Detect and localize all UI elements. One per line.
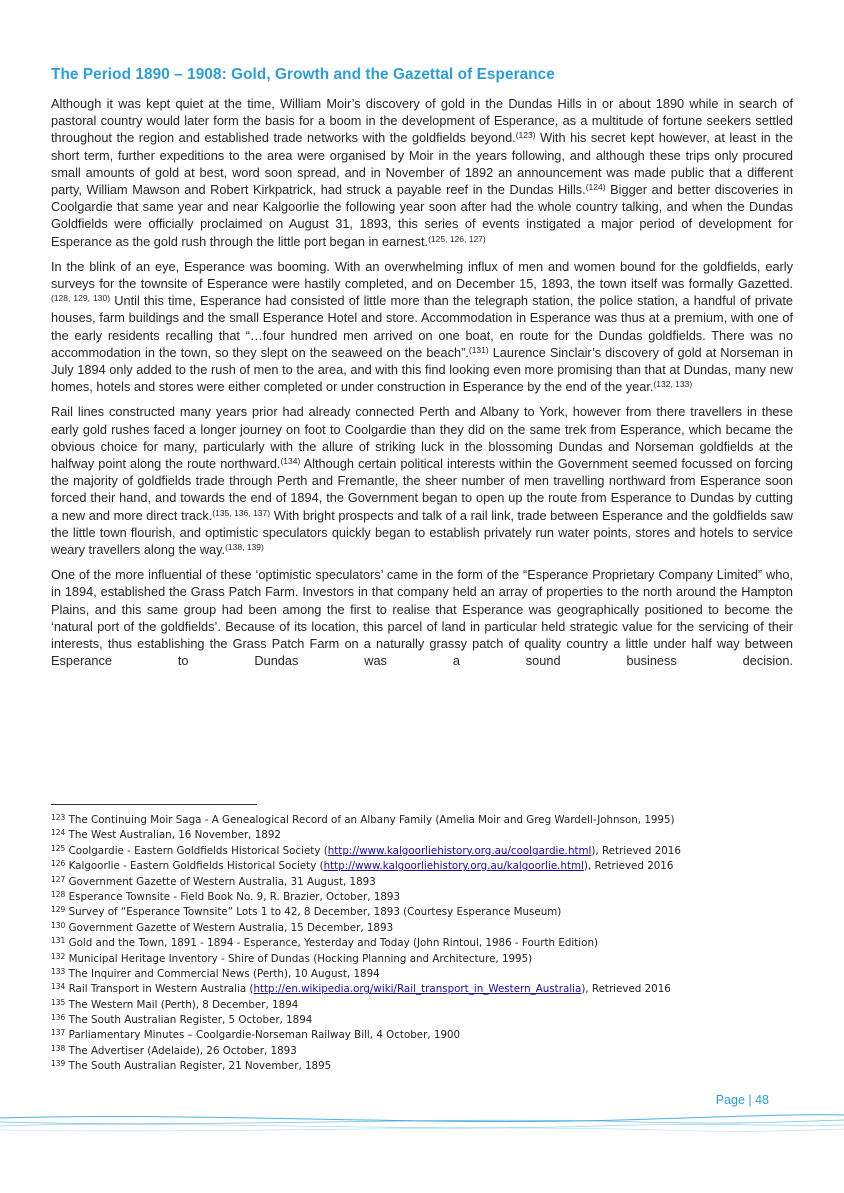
footnote-link[interactable]: http://www.kalgoorliehistory.org.au/kalgoorlie.html	[323, 860, 584, 873]
footnote-text: The South Australian Register, 5 October, 1894	[68, 1014, 313, 1027]
footnote-number: 135	[51, 997, 66, 1007]
body-paragraph	[51, 95, 793, 250]
footnote-reference[interactable]: (123)	[515, 130, 536, 141]
paragraph-text: In the blink of an eye, Esperance was booming. With an overwhelming influx of men and women bound for the goldfields, early surveys for the townsite of Esperance were hastily completed, and on December 15, 1893, the town itself was formally Gazetted.	[51, 258, 793, 292]
footnote-reference[interactable]: (125, 126, 127)	[428, 233, 486, 244]
footnote-text: The Inquirer and Commercial News (Perth), 10 August, 1894	[68, 967, 380, 980]
paragraph-text: One of the more influential of these ‘optimistic speculators’ came in the form of the “Esperance Proprietary Company Limited” who, in 1894, established the Grass Patch Farm. Investors in that company held an array of properties to the north around the Hampton Plains, and this same group had been among the first to realise that Esperance was geographically positioned to become the ‘natural port of the goldfields’. Because of its location, this parcel of land in particular held strategic value for the servicing of their interests, thus establishing the Grass Patch Farm on a naturally grassy patch of quality country a little under half way between Esperance to Dundas was a sound business decision.	[51, 567, 793, 669]
footnote-text: The Continuing Moir Saga - A Genealogical Record of an Albany Family (Amelia Moir and Greg Wardell-Johnson, 1995)	[68, 814, 675, 826]
footnote-item	[51, 1013, 793, 1028]
footnote-text-after: ), Retrieved 2016	[591, 844, 681, 857]
body-text	[51, 95, 793, 678]
footnote-number: 125	[51, 843, 66, 853]
footnote-link[interactable]: http://en.wikipedia.org/wiki/Rail_transport_in_Western_Australia	[253, 983, 582, 996]
footnote-text-after: ), Retrieved 2016	[581, 983, 671, 996]
paragraph-text: With his secret kept however, at least in the short term, further expeditions to the area were organised by Moir in the years following, and although these trips only procured small amounts of gold at best, word soon spread, and in November of 1892 an announcement was made public that a different party, William Mawson and Robert Kirkpatrick, had struck a payable reef in the Dundas Hills.	[51, 130, 793, 198]
footnote-number: 128	[51, 889, 66, 899]
paragraph-text: Until this time, Esperance had consisted of little more than the telegraph station, the police station, a handful of private houses, farm buildings and the small Esperance Hotel and store. Accommodation in Esperance was thus at a premium, with one of the early residents recalling that “…four hundred men arrived on one boat, en route for the Dundas goldfields. There was no accommodation in the town, so they slept on the seaweed on the beach”.	[51, 293, 793, 360]
body-paragraph	[51, 566, 793, 669]
paragraph-text: Although it was kept quiet at the time, William Moir’s discovery of gold in the Dundas Hills in or about 1890 while in search of pastoral country would later form the basis for a boom in the development of Esperance, as a multitude of fortune seekers settled throughout the region and established trade networks with the goldfields beyond.	[51, 96, 793, 146]
footnote-item	[51, 875, 793, 890]
footnote-reference[interactable]: (128, 129, 130)	[51, 293, 111, 304]
footnote-text: Coolgardie - Eastern Goldfields Historical Society (	[68, 844, 328, 857]
footnote-number: 138	[51, 1043, 66, 1053]
footnote-text: Government Gazette of Western Australia, 31 August, 1893	[68, 875, 376, 888]
footnote-item	[51, 859, 793, 874]
footnote-text: The Western Mail (Perth), 8 December, 1894	[68, 998, 299, 1011]
footnote-text: The South Australian Register, 21 November, 1895	[68, 1060, 332, 1073]
paragraph-text: Bigger and better discoveries in Coolgardie that same year and near Kalgoorlie the following year soon after had the whole country talking, and when the Dundas Goldfields were officially proclaimed on August 31, 1893, this series of events instigated a major period of development for Esperance as the gold rush through the little port began in earnest.	[51, 182, 793, 249]
footnote-reference[interactable]: (124)	[585, 182, 606, 193]
footnote-text: The West Australian, 16 November, 1892	[68, 829, 281, 842]
footnote-text: Gold and the Town, 1891 - 1894 - Esperance, Yesterday and Today (John Rintoul, 1986 - Fourth Edition)	[68, 937, 599, 950]
footnote-number: 133	[51, 966, 66, 976]
footnote-number: 129	[51, 905, 66, 915]
footnote-item	[51, 828, 793, 843]
footnote-text-after: ), Retrieved 2016	[583, 860, 674, 873]
footnote-number: 126	[51, 859, 66, 869]
footnote-text: Government Gazette of Western Australia, 15 December, 1893	[68, 921, 394, 934]
footnote-text: Municipal Heritage Inventory - Shire of Dundas (Hocking Planning and Architecture, 1995)	[68, 952, 533, 965]
footnote-number: 139	[51, 1059, 66, 1069]
footnote-item	[51, 998, 793, 1013]
footnote-item	[51, 967, 793, 982]
footnote-link[interactable]: http://www.kalgoorliehistory.org.au/coolgardie.html	[327, 844, 592, 857]
footnote-reference[interactable]: (131)	[468, 344, 489, 355]
footnote-reference[interactable]: (134)	[280, 456, 301, 467]
footnote-reference[interactable]: (132, 133)	[653, 379, 693, 390]
section-heading: The Period 1890 – 1908: Gold, Growth and the Gazettal of Esperance	[51, 66, 555, 83]
page-number: Page | 48	[715, 1093, 769, 1107]
footnote-text: Esperance Townsite - Field Book No. 9, R. Brazier, October, 1893	[68, 890, 401, 903]
footnote-text: Kalgoorlie - Eastern Goldfields Historical Society (	[68, 860, 324, 873]
footnote-number: 127	[51, 874, 66, 884]
footnote-number: 131	[51, 936, 66, 946]
footnotes	[51, 813, 793, 1075]
footnote-item	[51, 813, 793, 828]
footnote-item	[51, 921, 793, 936]
footnote-text: Parliamentary Minutes – Coolgardie-Norseman Railway Bill, 4 October, 1900	[68, 1029, 461, 1042]
footnote-text: Survey of “Esperance Townsite” Lots 1 to 42, 8 December, 1893 (Courtesy Esperance Museum)	[68, 906, 562, 919]
footnote-text: The Advertiser (Adelaide), 26 October, 1893	[68, 1044, 297, 1057]
footnote-number: 124	[51, 828, 66, 838]
footnote-separator	[51, 804, 257, 805]
paragraph-text: Rail lines constructed many years prior had already connected Perth and Albany to York, however from there travellers in these early gold rushes faced a longer journey on foot to Coolgardie than they did on the same trek from Esperance, which became the obvious choice for many, particularly with the allure of striking luck in the blossoming Dundas and Norseman goldfields at the halfway point along the route northward.	[51, 404, 793, 472]
footnote-reference[interactable]: (135, 136, 137)	[212, 507, 271, 518]
footnote-item	[51, 905, 793, 920]
footnote-number: 134	[51, 982, 66, 992]
footnote-item	[51, 1059, 793, 1074]
footnote-item	[51, 1044, 793, 1059]
body-paragraph	[51, 258, 793, 396]
footnote-item	[51, 936, 793, 951]
footer-wave-decoration	[0, 1108, 844, 1138]
footnote-number: 123	[51, 813, 66, 822]
footnote-text: Rail Transport in Western Australia (	[68, 983, 254, 996]
paragraph-text: Laurence Sinclair’s discovery of gold at Norseman in July 1894 only added to the rush of men to the area, and with this find looking even more promising than that at Dundas, many new homes, hotels and stores were either completed or under construction in Esperance by the end of the year.	[51, 344, 793, 395]
footnote-item	[51, 844, 793, 859]
footnote-number: 136	[51, 1013, 66, 1023]
footnote-item	[51, 952, 793, 967]
body-paragraph	[51, 403, 793, 558]
footnote-item	[51, 982, 793, 997]
footnote-number: 132	[51, 951, 66, 961]
paragraph-text: Although certain political interests within the Government seemed focussed on forcing the majority of goldfields trade through Perth and Fremantle, the sheer number of men travelling northward from Esperance soon forced their hand, and towards the end of 1894, the Government began to open up the route from Esperance to Dundas by cutting a new and more direct track.	[51, 456, 793, 523]
paragraph-text: With bright prospects and talk of a rail link, trade between Esperance and the goldfields saw the little town flourish, and optimistic speculators quickly began to establish privately run water points, stores and hotels to service weary travellers along the way.	[51, 507, 793, 558]
footnote-reference[interactable]: (138, 139)	[225, 542, 264, 553]
footnote-number: 130	[51, 920, 66, 930]
footnote-item	[51, 890, 793, 905]
footnote-number: 137	[51, 1028, 66, 1038]
footnote-item	[51, 1028, 793, 1043]
